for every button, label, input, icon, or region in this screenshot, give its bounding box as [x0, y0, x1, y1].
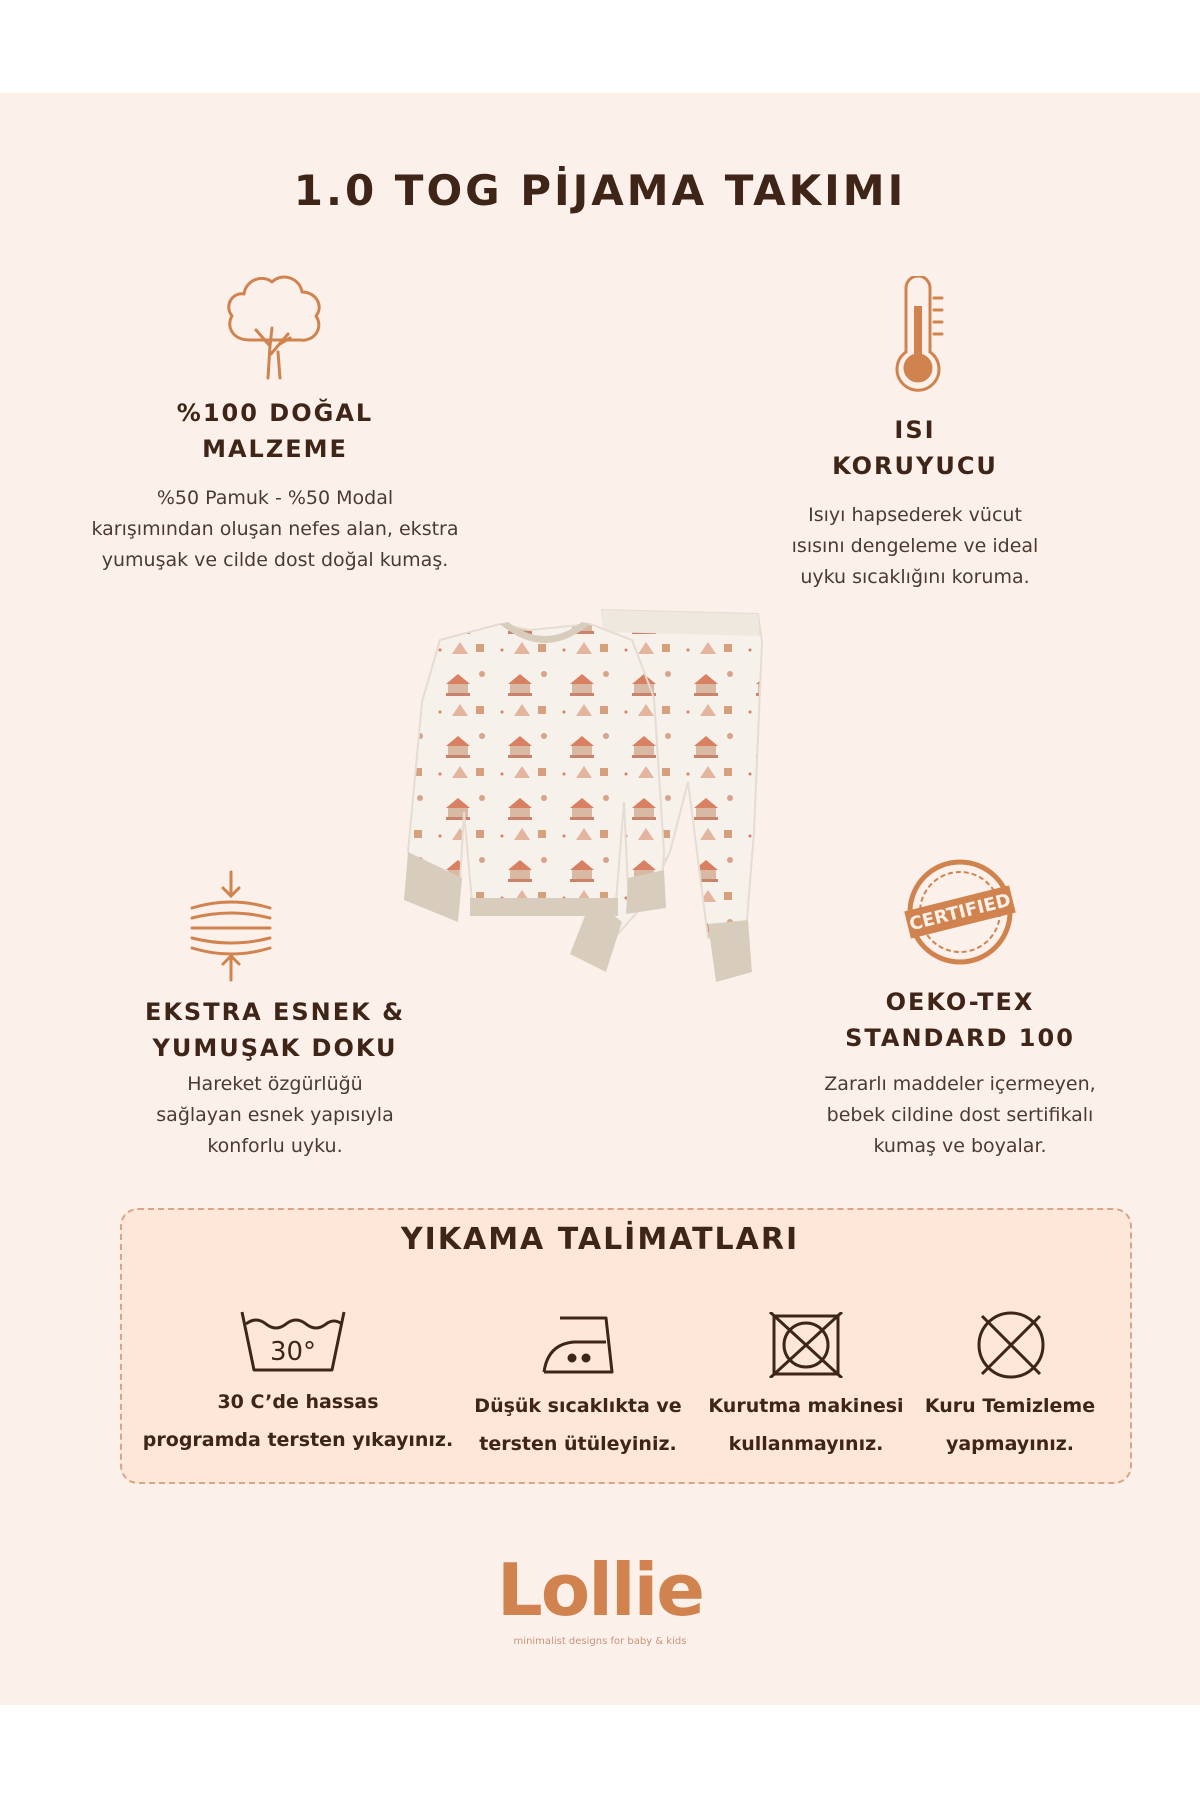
feature-title-line: ISI [894, 416, 936, 444]
feature-desc-thermal [760, 500, 1070, 593]
washing-title: YIKAMA TALİMATLARI [400, 1222, 800, 1257]
wash-label-line: Kurutma makinesi [708, 1395, 904, 1417]
thermometer-icon [888, 276, 948, 392]
wash-30-icon [238, 1308, 348, 1374]
brand-logo: Lollie [496, 1548, 704, 1632]
feature-desc-line: ısısını dengeleme ve ideal [791, 535, 1039, 557]
wash-label-30 [128, 1383, 468, 1459]
stretch-icon [186, 870, 276, 982]
feature-desc-line: uyku sıcaklığını koruma. [800, 566, 1030, 588]
wash-label-no-dry-clean [900, 1387, 1120, 1463]
feature-title-line: %100 DOĞAL [176, 399, 374, 427]
feature-desc-oekotex [790, 1069, 1130, 1162]
feature-desc-line: Hareket özgürlüğü [187, 1073, 363, 1095]
tree-icon [220, 268, 330, 380]
feature-title-line: YUMUŞAK DOKU [152, 1034, 398, 1062]
iron-low-icon [538, 1312, 618, 1376]
wash-label-line: programda tersten yıkayınız. [142, 1429, 454, 1451]
feature-title-line: OEKO-TEX [885, 988, 1035, 1016]
feature-title-line: KORUYUCU [832, 452, 998, 480]
wash-label-line: Düşük sıcaklıkta ve [474, 1395, 682, 1417]
feature-title-line: MALZEME [202, 435, 348, 463]
feature-desc-line: sağlayan esnek yapısıyla [156, 1104, 394, 1126]
feature-desc-line: Isıyı hapsederek vücut [808, 504, 1022, 526]
feature-desc-line: %50 Pamuk - %50 Modal [156, 487, 394, 509]
no-dry-clean-icon [976, 1310, 1046, 1380]
pajama-set-image [370, 602, 780, 1016]
feature-desc-stretch [100, 1069, 450, 1162]
wash-label-line: 30 C’de hassas [217, 1391, 379, 1413]
wash-temperature: 30° [269, 1337, 317, 1367]
wash-label-iron [468, 1387, 688, 1463]
feature-desc-line: Zararlı maddeler içermeyen, [824, 1073, 1096, 1095]
feature-title-line: STANDARD 100 [845, 1024, 1075, 1052]
wash-label-line: tersten ütüleyiniz. [479, 1433, 677, 1455]
wash-label-line: Kuru Temizleme [924, 1395, 1096, 1417]
wash-label-line: kullanmayınız. [728, 1433, 884, 1455]
feature-desc-line: kumaş ve boyalar. [873, 1135, 1047, 1157]
page-title: 1.0 TOG PİJAMA TAKIMI [293, 166, 907, 215]
wash-label-line: yapmayınız. [945, 1433, 1075, 1455]
feature-title-thermal [790, 412, 1040, 484]
brand-tagline: minimalist designs for baby & kids [513, 1636, 687, 1647]
feature-title-stretch [100, 994, 450, 1066]
no-tumble-dry-icon [768, 1312, 844, 1378]
certified-stamp-icon [904, 856, 1016, 968]
feature-title-natural [120, 395, 430, 467]
feature-desc-natural [70, 483, 480, 576]
feature-desc-line: yumuşak ve cilde dost doğal kumaş. [101, 549, 449, 571]
feature-title-line: EKSTRA ESNEK & [144, 998, 406, 1026]
wash-label-no-dryer [696, 1387, 916, 1463]
stamp-text: CERTIFIED [907, 889, 1014, 936]
feature-desc-line: bebek cildine dost sertifikalı [826, 1104, 1094, 1126]
feature-desc-line: karışımından oluşan nefes alan, ekstra [91, 518, 459, 540]
feature-desc-line: konforlu uyku. [207, 1135, 343, 1157]
feature-title-oekotex [800, 984, 1120, 1056]
